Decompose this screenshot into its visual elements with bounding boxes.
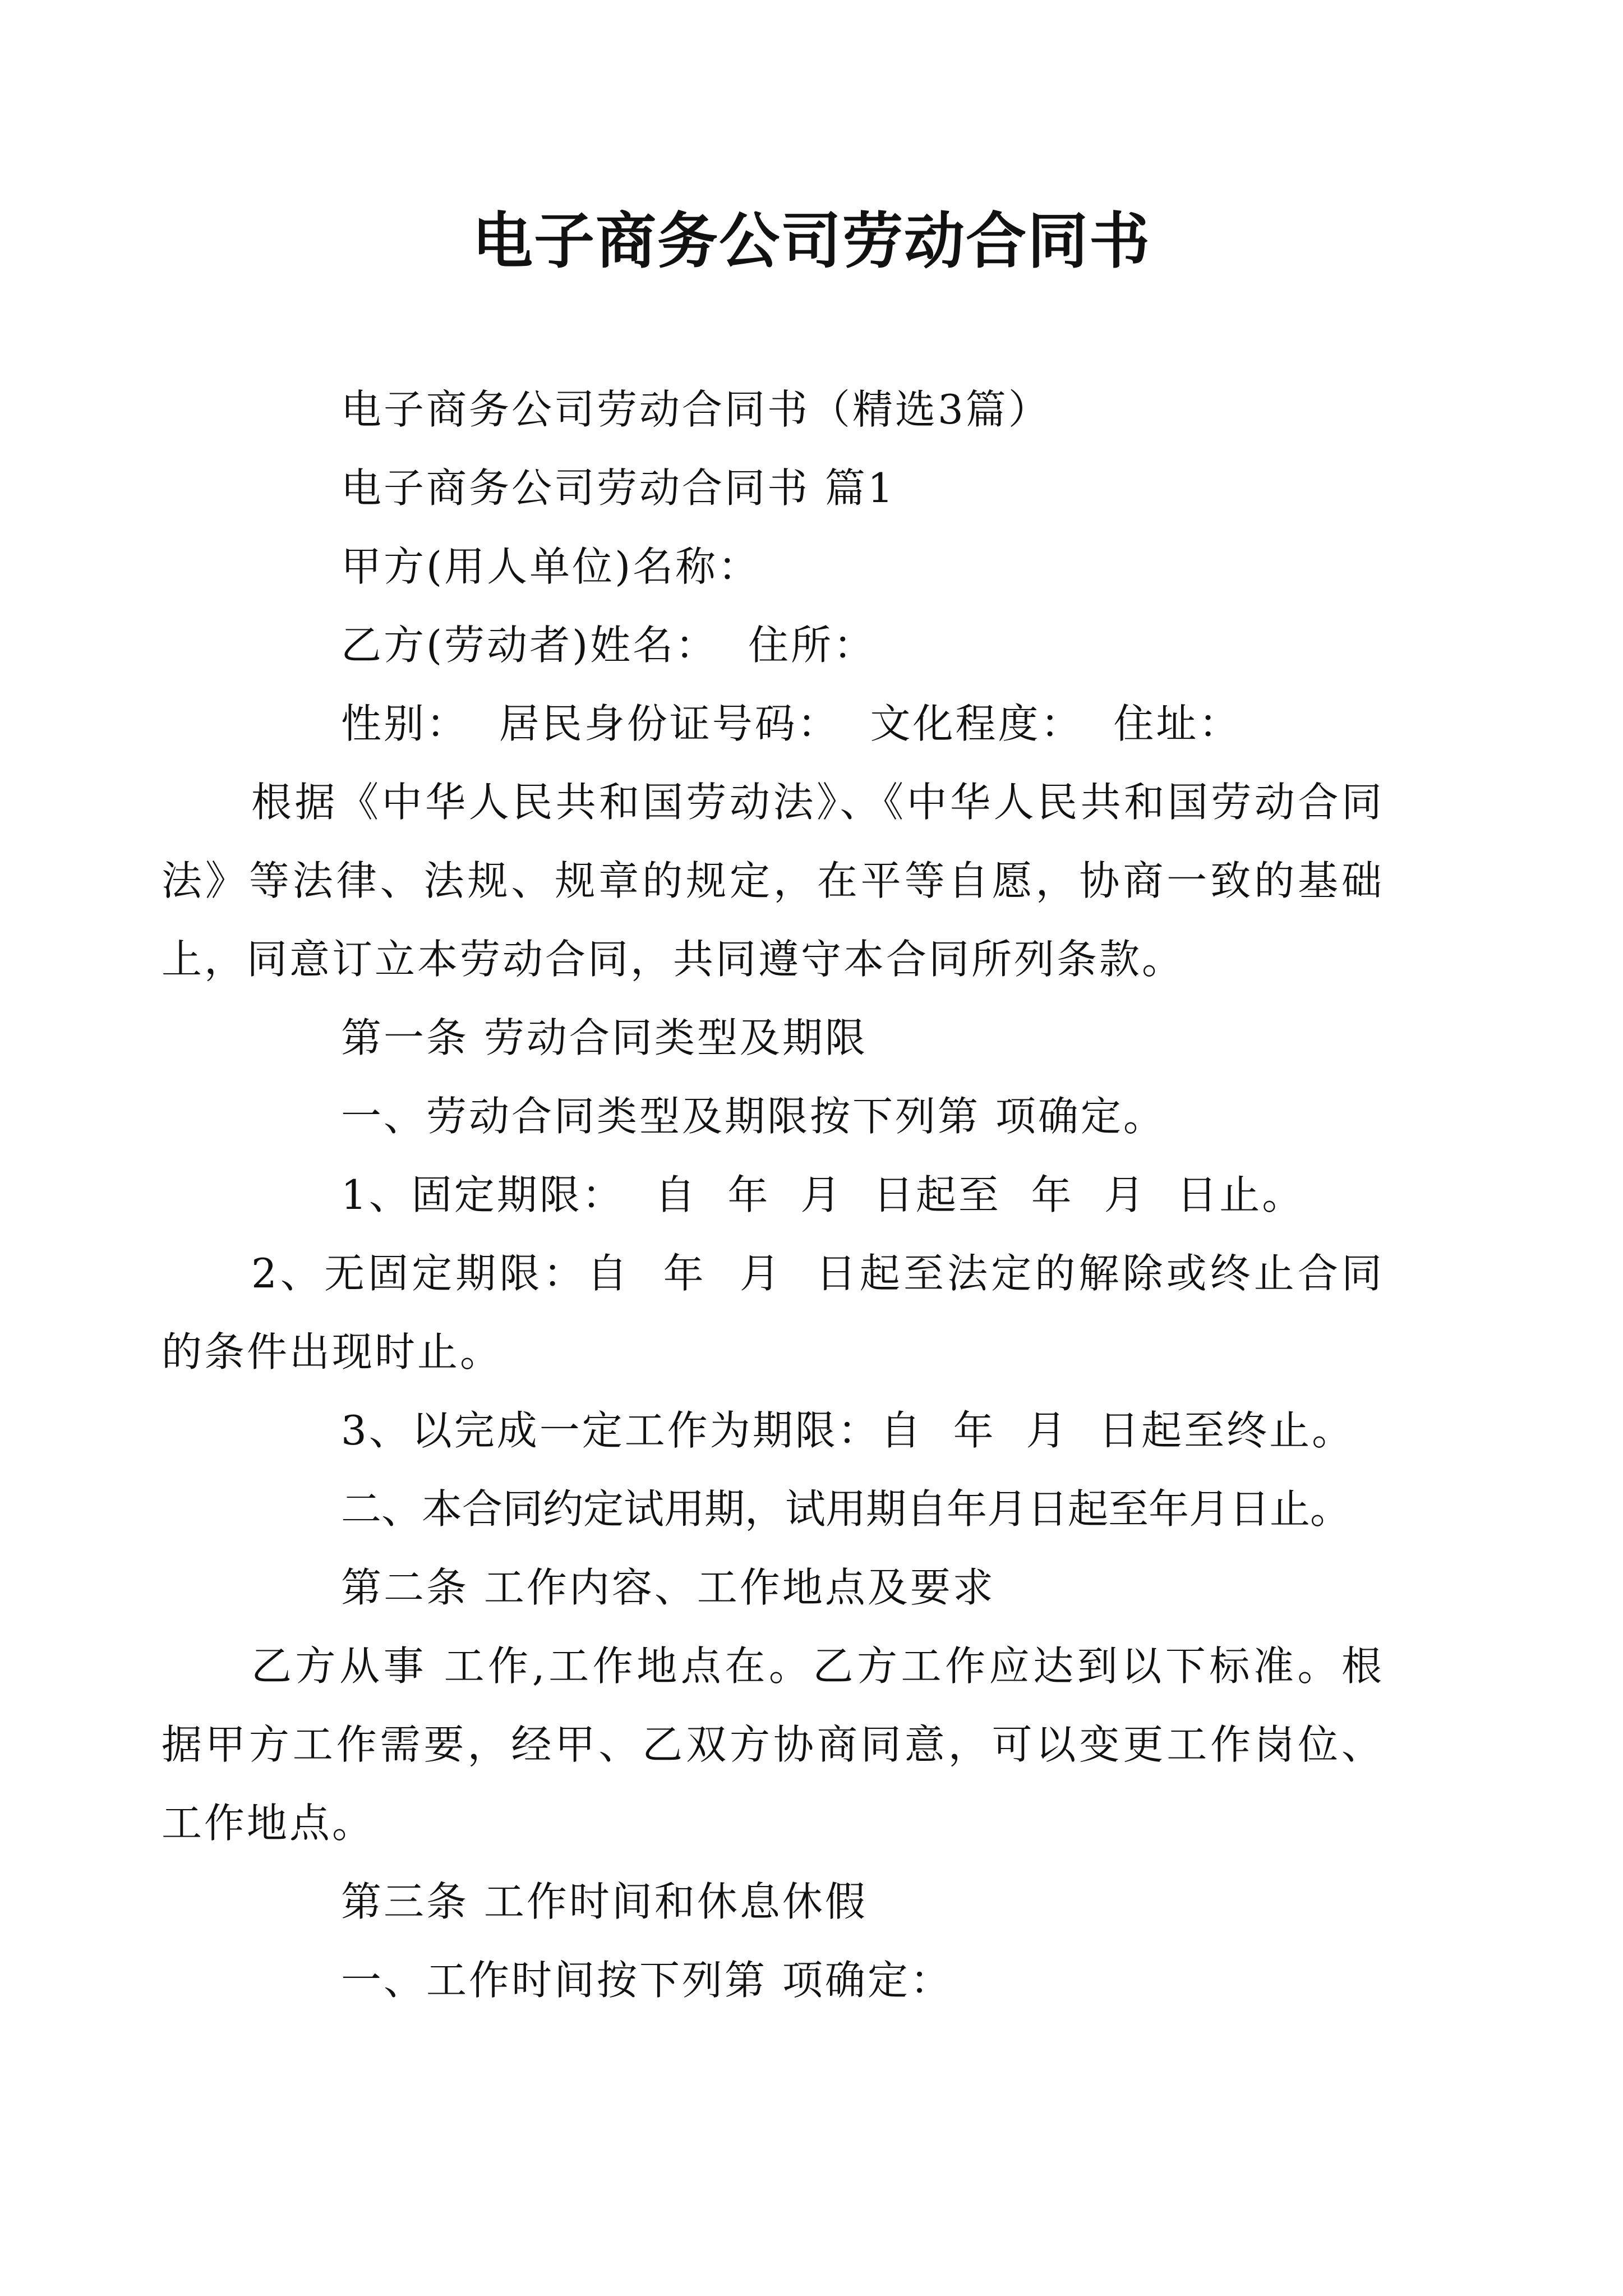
paragraph: 根据《中华人民共和国劳动法》、《中华人民共和国劳动合同法》等法律、法规、规章的规定，在平等自愿，协商一致的基础上，同意订立本劳动合同，共同遵守本合同所列条款。: [162, 779, 1384, 983]
paragraph: 性别： 居民身份证号码： 文化程度： 住址：: [341, 700, 1242, 747]
paragraph: 3、以完成一定工作为期限：自 年 月 日起至终止。: [341, 1407, 1355, 1454]
paragraph: 电子商务公司劳动合同书 篇1: [341, 464, 896, 512]
section-heading: 第三条 工作时间和休息休假: [341, 1878, 868, 1925]
paragraph: 一、工作时间按下列第 项确定：: [341, 1957, 953, 2004]
document-title: 电子商务公司劳动合同书: [472, 206, 1151, 277]
paragraph: 二、本合同约定试用期，试用期自年月日起至年月日止。: [341, 1485, 1351, 1533]
paragraph: 电子商务公司劳动合同书（精选3篇）: [341, 386, 1051, 433]
paragraph: 2、无固定期限：自 年 月 日起至法定的解除或终止合同的条件出现时止。: [162, 1250, 1384, 1375]
paragraph: 1、固定期限： 自 年 月 日起至 年 月 日止。: [341, 1171, 1305, 1218]
paragraph: 甲方(用人单位)名称：: [341, 543, 761, 590]
paragraph: 一、劳动合同类型及期限按下列第 项确定。: [341, 1093, 1166, 1140]
paragraph: 乙方(劳动者)姓名： 住所：: [341, 622, 876, 669]
paragraph: 乙方从事 工作,工作地点在。乙方工作应达到以下标准。根据甲方工作需要，经甲、乙双方协商同意，可以变更工作岗位、工作地点。: [162, 1642, 1384, 1847]
section-heading: 第一条 劳动合同类型及期限: [341, 1014, 868, 1061]
document-body: [162, 370, 1384, 2019]
section-heading: 第二条 工作内容、工作地点及要求: [341, 1564, 995, 1611]
